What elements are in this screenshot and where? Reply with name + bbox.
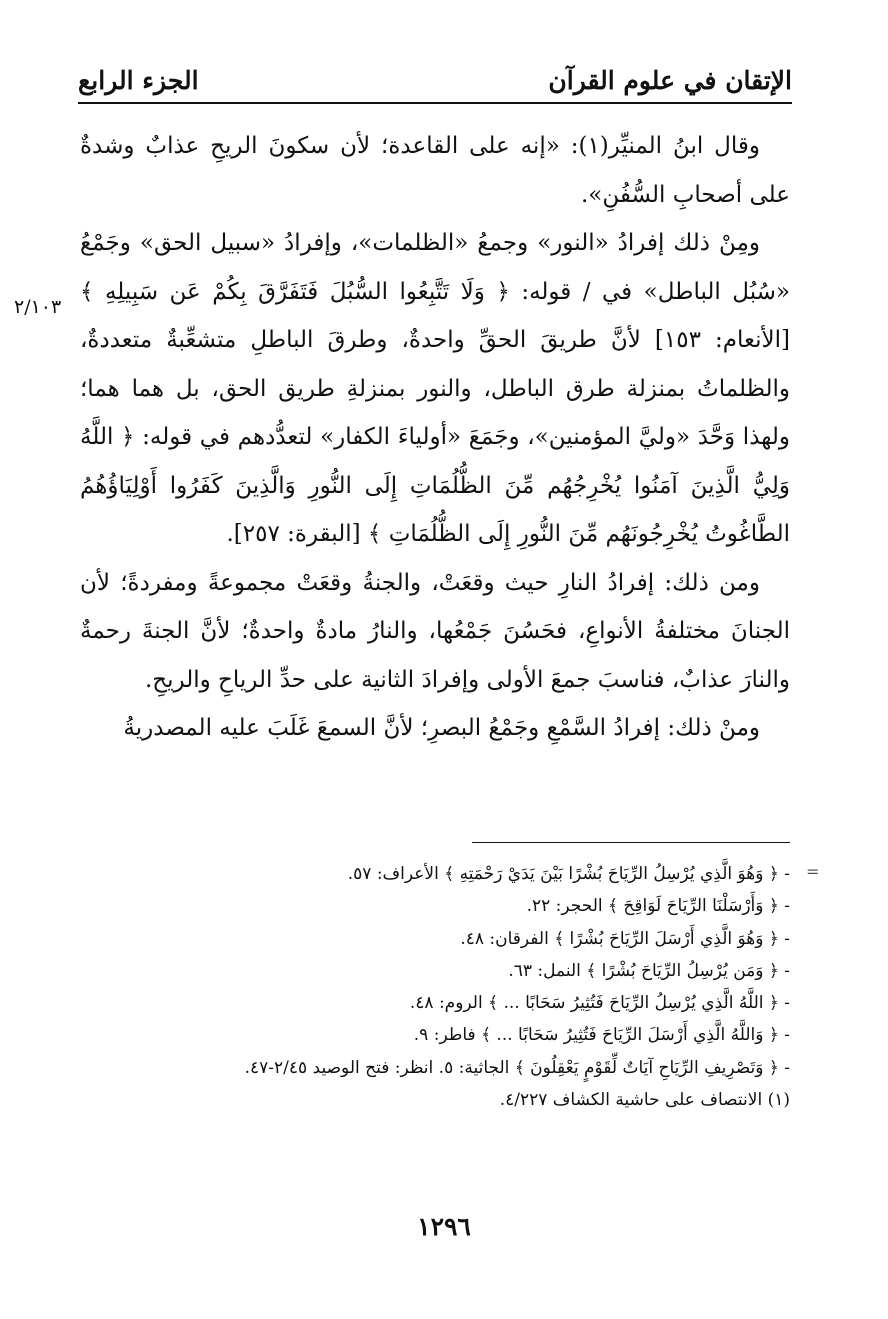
volume-label: الجزء الرابع: [78, 65, 199, 95]
paragraph: وقال ابنُ المنيِّر(١): «إنه على القاعدة؛ لأن سكونَ الريحِ عذابٌ وشدةٌ على أصحابِ السُّفُنِ».: [80, 133, 790, 208]
footnote-line: - ﴿ وَأَرْسَلْنَا الرِّيَاحَ لَوَاقِحَ ﴾ الحجر: ٢٢.: [526, 896, 790, 917]
book-title: الإتقان في علوم القرآن: [548, 65, 792, 95]
footnote-line: - ﴿ وَمَن يُرْسِلُ الرِّيَاحَ بُشْرًا ﴾ النمل: ٦٣.: [508, 960, 790, 981]
running-header: [78, 58, 792, 104]
main-text: [80, 122, 790, 753]
footnote-line: - ﴿ وَهُوَ الَّذِي أَرْسَلَ الرِّيَاحَ بُشْرًا ﴾ الفرقان: ٤٨.: [460, 928, 790, 949]
page-number: ١٢٩٦: [417, 1212, 471, 1241]
footnote-continuation-mark: =: [806, 862, 820, 881]
footnote-line: - ﴿ وَهُوَ الَّذِي يُرْسِلُ الرِّيَاحَ بُشْرًا بَيْنَ يَدَيْ رَحْمَتِهِ ﴾ الأعراف: ٥٧.: [347, 864, 790, 884]
footnote-divider: [472, 842, 790, 843]
footnote-line: (١) الانتصاف على حاشية الكشاف ٤/٢٢٧.: [499, 1090, 790, 1111]
paragraph: ومنْ ذلك: إفرادُ السَّمْعِ وجَمْعُ البصرِ؛ لأنَّ السمعَ غَلَبَ عليه المصدريةُ: [123, 715, 760, 741]
paragraph: ومن ذلك: إفرادُ النارِ حيث وقعَتْ، والجنةُ وقعَتْ مجموعةً ومفردةً؛ لأن الجنانَ مختلفةُ الأنواعِ، فحَسُنَ جَمْعُها، والنارُ مادةٌ واحدةٌ؛ لأنَّ الجنةَ رحمةٌ والنارَ عذابٌ، فناسبَ جمعَ الأولى وإفرادَ الثانية على حدِّ الرياحِ والريحِ.: [80, 569, 790, 693]
margin-page-reference: ٢/١٠٣: [14, 296, 62, 318]
footnote-line: - ﴿ اللَّهُ الَّذِي يُرْسِلُ الرِّيَاحَ فَتُثِيرُ سَحَابًا ... ﴾ الروم: ٤٨.: [409, 993, 790, 1014]
footnotes: [150, 858, 790, 1116]
footnote-line: - ﴿ وَاللَّهُ الَّذِي أَرْسَلَ الرِّيَاحَ فَتُثِيرُ سَحَابًا ... ﴾ فاطر: ٩.: [413, 1025, 790, 1046]
paragraph: ومِنْ ذلك إفرادُ «النور» وجمعُ «الظلمات»، وإفرادُ «سبيل الحق» وجَمْعُ «سُبُل الباطل» في / قوله: ﴿ وَلَا تَتَّبِعُوا السُّبُلَ فَتَفَرَّقَ بِكُمْ عَن سَبِيلِهِ ﴾ [الأنعام: ١٥٣] لأنَّ طريقَ الحقِّ واحدةٌ، وطرقَ الباطلِ متشعِّبةٌ متعددةٌ، والظلماتُ بمنزلة طرق الباطل، والنور بمنزلةِ طريق الحق، بل هما هما؛ ولهذا وَحَّدَ «وليَّ المؤمنين»، وجَمَعَ «أولياءَ الكفار» لتعدُّدهم في قوله: ﴿ اللَّهُ وَلِيُّ الَّذِينَ آمَنُوا يُخْرِجُهُم مِّنَ الظُّلُمَاتِ إِلَى النُّورِ وَالَّذِينَ كَفَرُوا أَوْلِيَاؤُهُمُ الطَّاغُوتُ يُخْرِجُونَهُم مِّنَ النُّورِ إِلَى الظُّلُمَاتِ ﴾ [البقرة: ٢٥٧].: [80, 230, 790, 547]
footnote-line: - ﴿ وَتَصْرِيفِ الرِّيَاحِ آيَاتٌ لِّقَوْمٍ يَعْقِلُونَ ﴾ الجاثية: ٥. انظر: فتح الوصيد ٢/٤٥-٤٧.: [244, 1057, 790, 1078]
